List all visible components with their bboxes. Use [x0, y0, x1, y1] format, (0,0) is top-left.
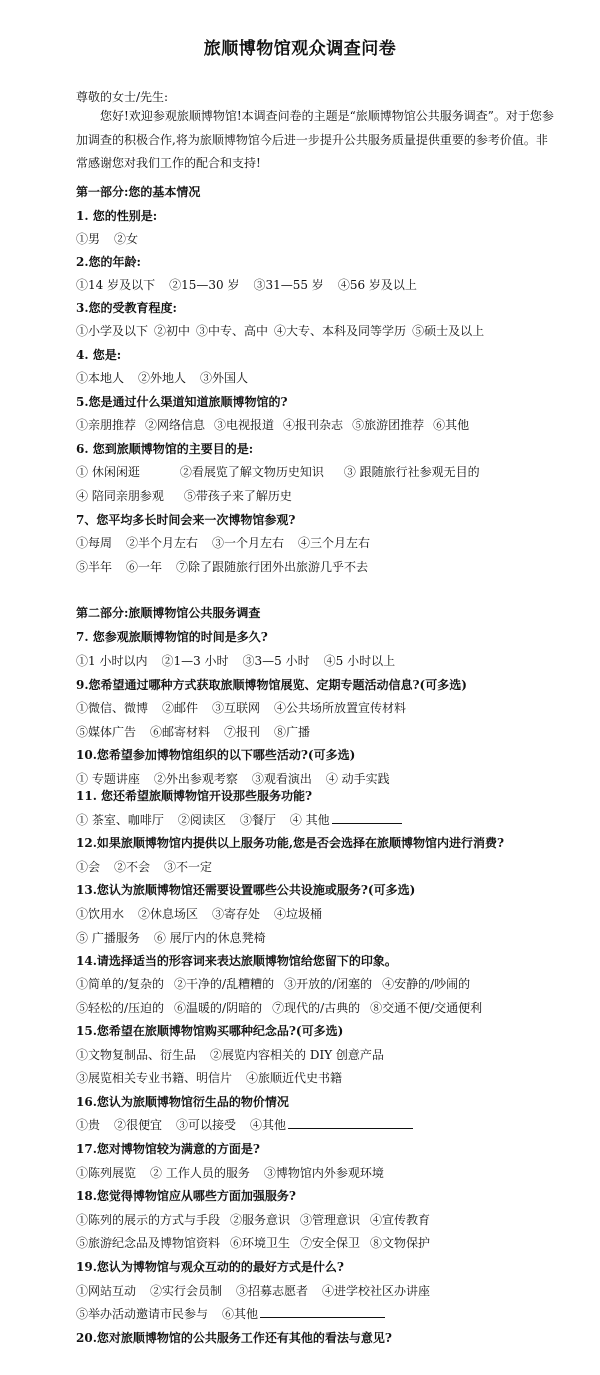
- option[interactable]: ①陈列的展示的方式与手段: [76, 1213, 221, 1227]
- option[interactable]: ②阅读区: [177, 813, 226, 827]
- option[interactable]: ③博物馆内外参观环境: [263, 1166, 384, 1180]
- option[interactable]: ③寄存处: [212, 907, 261, 921]
- option[interactable]: ⑤带孩子来了解历史: [183, 489, 292, 503]
- option[interactable]: ②展览内容相关的 DIY 创意产品: [210, 1048, 384, 1062]
- question-13-options-b: [76, 929, 280, 946]
- question-17-options: [76, 1164, 398, 1181]
- option[interactable]: ②看展览了解文物历史知识: [179, 465, 324, 479]
- question-18-options-a: [76, 1211, 444, 1228]
- question-18: 18.您觉得博物馆应从哪些方面加强服务?: [76, 1189, 296, 1203]
- option[interactable]: ④宣传教育: [370, 1213, 431, 1227]
- option[interactable]: ④三个月左右: [298, 536, 371, 550]
- question-2: 2.您的年龄:: [76, 255, 141, 269]
- option[interactable]: ①会: [76, 860, 101, 874]
- option[interactable]: ⑥环境卫生: [230, 1236, 291, 1250]
- option[interactable]: ②实行会员制: [150, 1284, 223, 1298]
- question-14: 14.请选择适当的形容词来表达旅顺博物馆给您留下的印象。: [76, 954, 397, 968]
- option[interactable]: ④公共场所放置宣传材料: [274, 701, 407, 715]
- question-3-options: [76, 322, 498, 339]
- fill-in-blank[interactable]: [260, 1306, 385, 1318]
- option[interactable]: ③一个月左右: [212, 536, 285, 550]
- option[interactable]: ①本地人: [76, 371, 125, 385]
- option[interactable]: ①14 岁及以下: [76, 278, 156, 292]
- option[interactable]: ③互联网: [212, 701, 261, 715]
- question-13: 13.您认为旅顺博物馆还需要设置哪些公共设施或服务?(可多选): [76, 883, 416, 897]
- option[interactable]: ③电视报道: [214, 418, 275, 432]
- option[interactable]: ②干净的/乱糟糟的: [174, 977, 275, 991]
- option[interactable]: ⑥ 展厅内的休息凳椅: [153, 931, 266, 945]
- option[interactable]: ⑤轻松的/压迫的: [76, 1001, 165, 1015]
- option[interactable]: ③31—55 岁: [253, 278, 324, 292]
- question-19-options-b: [76, 1305, 399, 1322]
- question-14-options-b: [76, 999, 496, 1016]
- option[interactable]: ③外国人: [200, 371, 249, 385]
- question-20: 20.您对旅顺博物馆的公共服务工作还有其他的看法与意见?: [76, 1331, 392, 1345]
- option[interactable]: ① 茶室、咖啡厅: [76, 813, 164, 827]
- option[interactable]: ⑦报刊: [224, 725, 261, 739]
- question-7-options-a: [76, 534, 384, 551]
- option[interactable]: ③ 跟随旅行社参观无目的: [343, 465, 480, 479]
- option[interactable]: ①1 小时以内: [76, 654, 148, 668]
- option[interactable]: ④垃圾桶: [274, 907, 323, 921]
- question-8: 7. 您参观旅顺博物馆的时间是多久?: [76, 630, 268, 644]
- question-15: 15.您希望在旅顺博物馆购买哪种纪念品?(可多选): [76, 1024, 344, 1038]
- question-9: 9.您希望通过哪种方式获取旅顺博物馆展览、定期专题活动信息?(可多选): [76, 678, 467, 692]
- option[interactable]: ⑦除了跟随旅行团外出旅游几乎不去: [176, 560, 369, 574]
- option[interactable]: ②半个月左右: [126, 536, 199, 550]
- option[interactable]: ④进学校社区办讲座: [322, 1284, 431, 1298]
- question-19-options-a: [76, 1282, 444, 1299]
- question-6-options-b: [76, 487, 306, 504]
- option[interactable]: ④ 陪同亲朋参观: [76, 489, 164, 503]
- option[interactable]: ⑥其他: [433, 418, 470, 432]
- fill-in-blank[interactable]: [332, 812, 402, 824]
- option[interactable]: ②初中: [154, 324, 191, 338]
- option[interactable]: ⑤媒体广告: [76, 725, 137, 739]
- question-12: 12.如果旅顺博物馆内提供以上服务功能,您是否会选择在旅顺博物馆内进行消费?: [76, 836, 505, 850]
- option[interactable]: ②休息场区: [138, 907, 199, 921]
- question-16: 16.您认为旅顺博物馆衍生品的物价情况: [76, 1095, 289, 1109]
- option[interactable]: ⑥一年: [126, 560, 163, 574]
- option[interactable]: ②不会: [114, 860, 151, 874]
- question-11-options: [76, 811, 416, 828]
- option[interactable]: ②外地人: [138, 371, 187, 385]
- intro-paragraph: 您好!欢迎参观旅顺博物馆!本调查问卷的主题是“旅顺博物馆公共服务调查”。对于您参加调查的积极合作,将为旅顺博物馆今后进一步提升公共服务质量提供重要的参考价值。非常感谢您对我们工作的配合和支持!: [76, 109, 554, 170]
- option[interactable]: ①每周: [76, 536, 113, 550]
- question-15-options-b: [76, 1069, 356, 1086]
- question-2-options: [76, 276, 431, 293]
- option[interactable]: ③观看演出: [251, 772, 312, 786]
- option[interactable]: ①简单的/复杂的: [76, 977, 165, 991]
- option[interactable]: ⑥温暖的/阴暗的: [174, 1001, 263, 1015]
- question-6-options-a: [76, 463, 494, 480]
- question-5: 5.您是通过什么渠道知道旅顺博物馆的?: [76, 395, 288, 409]
- question-16-options: [76, 1116, 427, 1133]
- question-9-options-a: [76, 699, 420, 716]
- option[interactable]: ④安静的/吵闹的: [382, 977, 471, 991]
- question-3: 3.您的受教育程度:: [76, 301, 177, 315]
- option[interactable]: ④其他: [250, 1118, 287, 1132]
- question-7-options-b: [76, 558, 382, 575]
- option[interactable]: ③餐厅: [239, 813, 276, 827]
- option[interactable]: ②很便宜: [114, 1118, 163, 1132]
- question-18-options-b: [76, 1234, 444, 1251]
- option[interactable]: ①小学及以下: [76, 324, 149, 338]
- option[interactable]: ⑦安全保卫: [300, 1236, 361, 1250]
- option[interactable]: ⑧广播: [274, 725, 311, 739]
- option[interactable]: ④5 小时以上: [323, 654, 396, 668]
- option[interactable]: ④报刊杂志: [283, 418, 344, 432]
- option[interactable]: ①陈列展览: [76, 1166, 137, 1180]
- option[interactable]: ①微信、微博: [76, 701, 149, 715]
- option[interactable]: ⑤ 广播服务: [76, 931, 140, 945]
- option[interactable]: ②外出参观考察: [153, 772, 238, 786]
- question-10: 10.您希望参加博物馆组织的以下哪些活动?(可多选): [76, 748, 356, 762]
- option[interactable]: ③开放的/闭塞的: [284, 977, 373, 991]
- question-15-options-a: [76, 1046, 398, 1063]
- part2-heading: 第二部分:旅顺博物馆公共服务调查: [76, 606, 261, 620]
- option[interactable]: ①网站互动: [76, 1284, 137, 1298]
- option[interactable]: ①饮用水: [76, 907, 125, 921]
- option[interactable]: ③不一定: [164, 860, 213, 874]
- option[interactable]: ①贵: [76, 1118, 101, 1132]
- question-1-options: [76, 230, 152, 247]
- greeting: 尊敬的女士/先生:: [76, 90, 169, 104]
- question-8-options: [76, 652, 409, 669]
- option[interactable]: ③管理意识: [300, 1213, 361, 1227]
- option[interactable]: ⑥邮寄材料: [150, 725, 211, 739]
- option[interactable]: ③可以接受: [176, 1118, 237, 1132]
- option[interactable]: ①文物复制品、衍生品: [76, 1048, 197, 1062]
- option[interactable]: ③招募志愿者: [236, 1284, 309, 1298]
- option[interactable]: ②1—3 小时: [161, 654, 229, 668]
- option[interactable]: ⑤旅游纪念品及博物馆资料: [76, 1236, 221, 1250]
- option[interactable]: ⑤旅游团推荐: [352, 418, 425, 432]
- option[interactable]: ④ 其他: [289, 813, 330, 827]
- option[interactable]: ⑧交通不便/交通便利: [370, 1001, 483, 1015]
- option[interactable]: ⑧文物保护: [370, 1236, 431, 1250]
- question-7: 7、您平均多长时间会来一次博物馆参观?: [76, 513, 296, 527]
- question-12-options: [76, 858, 226, 875]
- question-11: 11. 您还希望旅顺博物馆开设那些服务功能?: [76, 789, 313, 803]
- option[interactable]: ⑦现代的/古典的: [272, 1001, 361, 1015]
- option[interactable]: ①男: [76, 232, 101, 246]
- option[interactable]: ②15—30 岁: [169, 278, 240, 292]
- option[interactable]: ⑤硕士及以上: [412, 324, 485, 338]
- option[interactable]: ③3—5 小时: [242, 654, 310, 668]
- option[interactable]: ⑤举办活动邀请市民参与: [76, 1307, 209, 1321]
- option[interactable]: ①亲朋推荐: [76, 418, 137, 432]
- option[interactable]: ⑥其他: [222, 1307, 259, 1321]
- option[interactable]: ④ 动手实践: [325, 772, 390, 786]
- option[interactable]: ②邮件: [162, 701, 199, 715]
- question-4-options: [76, 369, 262, 386]
- option[interactable]: ③中专、高中: [196, 324, 269, 338]
- option[interactable]: ②网络信息: [145, 418, 206, 432]
- fill-in-blank[interactable]: [288, 1117, 413, 1129]
- option[interactable]: ⑤半年: [76, 560, 113, 574]
- question-17: 17.您对博物馆较为满意的方面是?: [76, 1142, 260, 1156]
- question-13-options-a: [76, 905, 336, 922]
- question-1: 1. 您的性别是:: [76, 209, 158, 223]
- option[interactable]: ④旅顺近代史书籍: [246, 1071, 343, 1085]
- question-14-options-a: [76, 975, 484, 992]
- question-10-options: [76, 770, 404, 787]
- question-9-options-b: [76, 723, 324, 740]
- option[interactable]: ②服务意识: [230, 1213, 291, 1227]
- option[interactable]: ③展览相关专业书籍、明信片: [76, 1071, 233, 1085]
- question-5-options: [76, 416, 483, 433]
- question-6: 6. 您到旅顺博物馆的主要目的是:: [76, 442, 254, 456]
- option[interactable]: ④56 岁及以上: [337, 278, 417, 292]
- option[interactable]: ②女: [114, 232, 139, 246]
- option[interactable]: ② 工作人员的服务: [150, 1166, 250, 1180]
- part1-heading: 第一部分:您的基本情况: [76, 185, 201, 199]
- option[interactable]: ① 休闲闲逛: [76, 465, 140, 479]
- page-title: 旅顺博物馆观众调查问卷: [203, 39, 397, 59]
- question-4: 4. 您是:: [76, 348, 122, 362]
- option[interactable]: ① 专题讲座: [76, 772, 140, 786]
- question-19: 19.您认为博物馆与观众互动的的最好方式是什么?: [76, 1260, 344, 1274]
- option[interactable]: ④大专、本科及同等学历: [274, 324, 407, 338]
